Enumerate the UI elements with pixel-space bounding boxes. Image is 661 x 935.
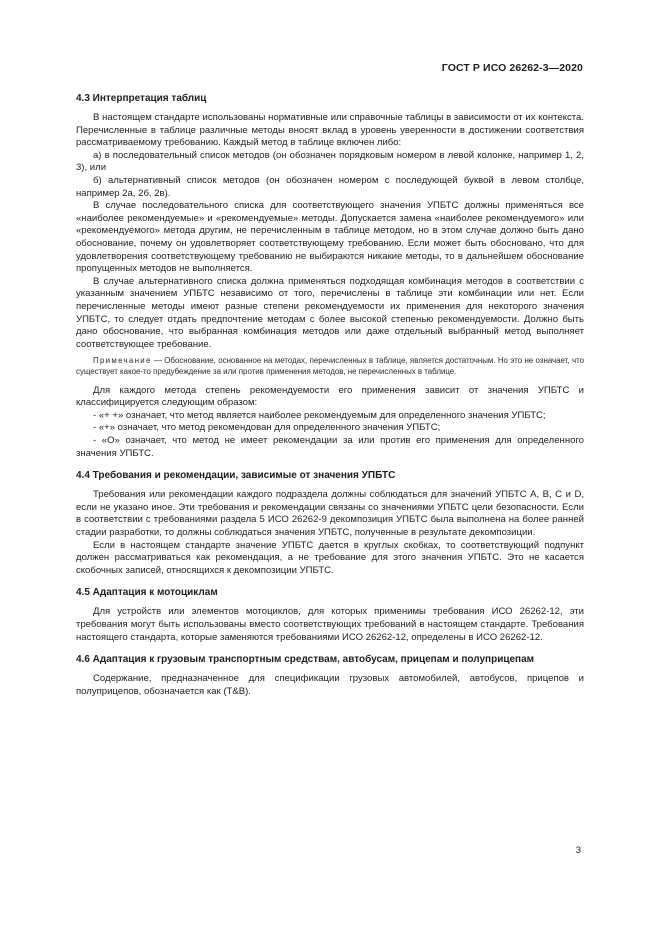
section-4-4-heading: 4.4 Требования и рекомендации, зависимые от значения УПБТС	[76, 470, 396, 482]
section-4-3-heading: 4.3 Интерпретация таблиц	[76, 93, 207, 104]
list-item-a: а) в последовательный список методов (он обозначен порядковым номером в левой колонке, например 1, 2, 3), или	[76, 149, 584, 174]
paragraph: Содержание, предназначенное для спецификации грузовых автомобилей, автобусов, прицепов и полуприцепов, обозначается как (T&B).	[76, 673, 584, 697]
paragraph: В случае последовательного списка для соответствующего значения УПБТС должны применяться все «наиболее рекомендуемые» и «рекомендуемые» методы. Допускается замена «наиболее рекомендуемого» или «рекомендуемого» метода другим, не перечисленным в таблице методом, но в этом случае должно быть дано обоснование, почему он удовлетворяет соответствующему требованию. Если может быть обосновано, что для удовлетворения соответствующему требованию не выбираются никакие методы, то в дальнейшем обоснование пропущенных методов не выполняется.	[76, 200, 584, 275]
paragraph: Для устройств или элементов мотоциклов, для которых применимы требования ИСО 26262-12, эти требования могут быть использованы вместо соответствующих требований в настоящем стандарте. Требования настоящего стандарта, которые заменяются требованиями ИСО 26262-12, определены в ИСО 26262-12.	[76, 606, 584, 643]
bullet-item: - «+» означает, что метод рекомендован для определенного значения УПБТС;	[93, 422, 441, 434]
section-4-6-heading: 4.6 Адаптация к грузовым транспортным средствам, автобусам, прицепам и полуприцепам	[76, 654, 535, 666]
list-item-b: б) альтернативный список методов (он обозначен номером с последующей буквой в левом столбце, например 2а, 2б, 2в).	[76, 174, 584, 199]
section-4-5-heading: 4.5 Адаптация к мотоциклам	[76, 587, 218, 599]
document-standard-id: ГОСТ Р ИСО 26262-3—2020	[441, 62, 583, 74]
paragraph: Требования или рекомендации каждого подраздела должны соблюдаться для значений УПБТС A, B, C и D, если не указано иное. Эти требования и рекомендации связаны со значениями УПБТС цели безопасности. Если в соответствии с требованиями раздела 5 ИСО 26262-9 декомпозиция УПБТС была выполнена на более ранней стадии разработки, то должны соблюдаться значения УПБТС, полученные в результате декомпозиции.	[76, 489, 584, 539]
paragraph: В случае альтернативного списка должна применяться подходящая комбинация методов в соответствии с указанным значением УПБТС независимо от того, перечислены в таблице эти комбинации или нет. Если перечисленные методы имеют разные степени рекомендуемости их применения для некоторого значения УПБТС, то следует отдать предпочтение методам с более высокой степенью рекомендуемости. Должно быть дано обоснование, что выбранная комбинация методов или даже отдельный выбранный метод выполняет соответствующее требование.	[76, 275, 584, 350]
note	[76, 356, 584, 377]
page-number: 3	[575, 845, 581, 856]
paragraph: В настоящем стандарте использованы нормативные или справочные таблицы в зависимости от их контекста. Перечисленные в таблице различные методы вносят вклад в уровень уверенности в достижении соответствия рассматриваемому требованию. Каждый метод в таблице включен либо:	[76, 112, 584, 149]
paragraph: Для каждого метода степень рекомендуемости его применения зависит от значения УПБТС и классифицируется следующим образом:	[76, 384, 584, 409]
paragraph: Если в настоящем стандарте значение УПБТС дается в круглых скобках, то соответствующий подпункт должен рассматриваться как рекомендация, а не требование для этого значения УПБТС. Это не касается скобочных записей, относящихся к декомпозиции УПБТС.	[76, 539, 584, 576]
note-label: Примечание	[93, 356, 152, 366]
bullet-item: - «О» означает, что метод не имеет рекомендации за или против его применения для определенного значения УПБТС.	[76, 435, 584, 459]
note-text: — Обоснование, основанное на методах, перечисленных в таблице, является достаточным. Но это не означает, что существует какое-то предубеждение за или против применения методов, не перечисленных в таблице.	[76, 356, 584, 376]
document-body	[76, 92, 584, 698]
bullet-item: - «+ +» означает, что метод является наиболее рекомендуемым для определенного значения УПБТС;	[93, 409, 546, 421]
